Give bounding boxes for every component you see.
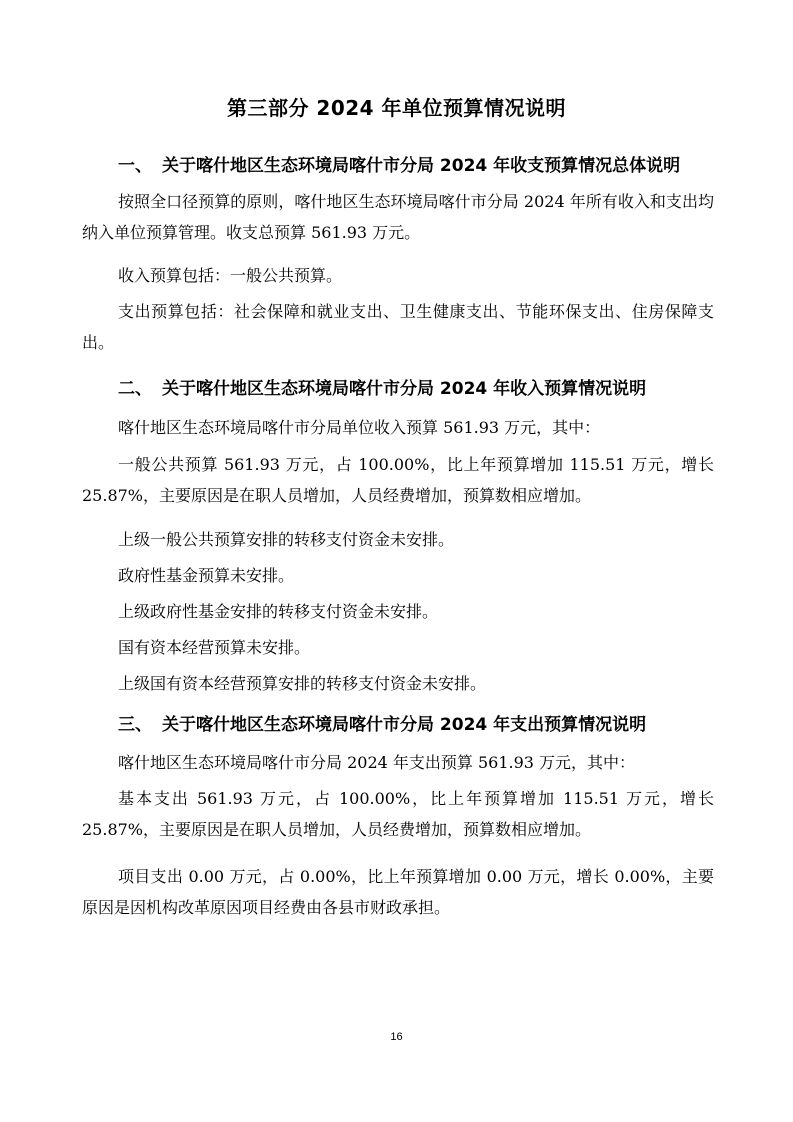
section-1-number: 一、 (118, 156, 152, 176)
section-3-paragraph-2: 基本支出 561.93 万元，占 100.00%，比上年预算增加 115.51 万元，增长 25.87%，主要原因是在职人员增加，人员经费增加，预算数相应增加。 (82, 789, 714, 839)
section-2-number: 二、 (118, 379, 152, 399)
section-3-paragraph-3: 项目支出 0.00 万元，占 0.00%，比上年预算增加 0.00 万元，增长 0.00%，主要原因是因机构改革原因项目经费由各县市财政承担。 (82, 867, 714, 917)
section-1-paragraph-2: 收入预算包括：一般公共预算。 (118, 266, 343, 285)
section-2-paragraph-5: 上级政府性基金安排的转移支付资金未安排。 (118, 602, 439, 621)
section-2-heading (118, 374, 646, 399)
section-1-heading (118, 151, 680, 176)
section-3-paragraph-1: 喀什地区生态环境局喀什市分局 2024 年支出预算 561.93 万元，其中： (118, 753, 636, 772)
section-1-paragraph-1: 按照全口径预算的原则，喀什地区生态环境局喀什市分局 2024 年所有收入和支出均纳入单位预算管理。收支总预算 561.93 万元。 (82, 192, 714, 242)
section-1-title: 关于喀什地区生态环境局喀什市分局 2024 年收支预算情况总体说明 (162, 156, 681, 176)
section-2-paragraph-3: 上级一般公共预算安排的转移支付资金未安排。 (118, 530, 455, 549)
section-3-title: 关于喀什地区生态环境局喀什市分局 2024 年支出预算情况说明 (162, 715, 647, 735)
section-2-paragraph-4: 政府性基金预算未安排。 (118, 566, 295, 585)
section-1-paragraph-3: 支出预算包括：社会保障和就业支出、卫生健康支出、节能环保支出、住房保障支出。 (82, 302, 714, 352)
section-2-paragraph-6: 国有资本经营预算未安排。 (118, 638, 311, 657)
page-title: 第三部分 2024 年单位预算情况说明 (226, 96, 567, 120)
section-2-paragraph-1: 喀什地区生态环境局喀什市分局单位收入预算 561.93 万元，其中： (118, 418, 601, 437)
section-2-paragraph-7: 上级国有资本经营预算安排的转移支付资金未安排。 (118, 674, 487, 693)
section-2-paragraph-2: 一般公共预算 561.93 万元，占 100.00%，比上年预算增加 115.51 万元，增长 25.87%，主要原因是在职人员增加，人员经费增加，预算数相应增加。 (82, 455, 714, 505)
page-number: 16 (390, 1031, 403, 1043)
section-3-number: 三、 (118, 715, 152, 735)
section-3-heading (118, 710, 646, 735)
section-2-title: 关于喀什地区生态环境局喀什市分局 2024 年收入预算情况说明 (162, 379, 647, 399)
